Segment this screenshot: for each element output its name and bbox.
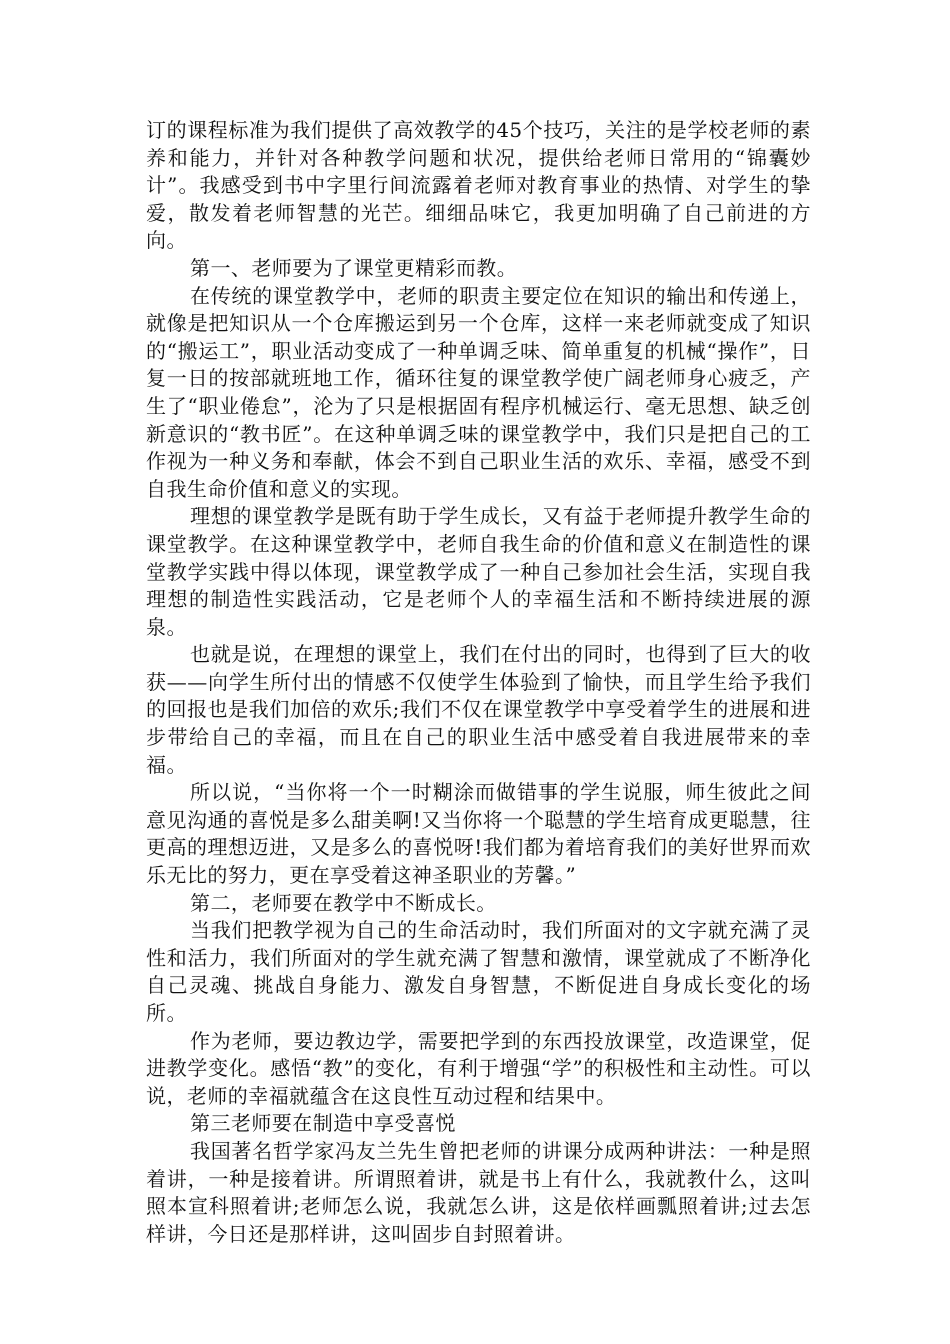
paragraph: 在传统的课堂教学中，老师的职责主要定位在知识的输出和传递上，就像是把知识从一个仓库搬运到另一个仓库，这样一来老师就变成了知识的“搬运工”，职业活动变成了一种单调乏味、简单重复的机械“操作”，日复一日的按部就班地工作，循环往复的课堂教学使广阔老师身心疲乏，产生了“职业倦怠”，沦为了只是根据固有程序机械运行、毫无思想、缺乏创新意识的“教书匠”。在这种单调乏味的课堂教学中，我们只是把自己的工作视为一种义务和奉献，体会不到自己职业生活的欢乐、幸福，感受不到自我生命价值和意义的实现。 — [146, 283, 811, 501]
document-body — [146, 117, 811, 1248]
paragraph: 作为老师，要边教边学，需要把学到的东西投放课堂，改造课堂，促进教学变化。感悟“教”的变化，有利于增强“学”的积极性和主动性。可以说，老师的幸福就蕴含在这良性互动过程和结果中。 — [146, 1028, 811, 1108]
paragraph: 订的课程标准为我们提供了高效教学的45个技巧，关注的是学校老师的素养和能力，并针对各种教学问题和状况，提供给老师日常用的“锦囊妙计”。我感受到书中字里行间流露着老师对教育事业的热情、对学生的挚爱，散发着老师智慧的光芒。细细品味它，我更加明确了自己前进的方向。 — [146, 118, 811, 253]
paragraph: 我国著名哲学家冯友兰先生曾把老师的讲课分成两种讲法：一种是照着讲，一种是接着讲。所谓照着讲，就是书上有什么，我就教什么，这叫照本宣科照着讲;老师怎么说，我就怎么讲，这是依样画瓢照着讲;过去怎样讲，今日还是那样讲，这叫固步自封照着讲。 — [146, 1138, 811, 1246]
section-heading-first: 第一、老师要为了课堂更精彩而教。 — [190, 255, 518, 280]
paragraph: 所以说，“当你将一个一时糊涂而做错事的学生说服，师生彼此之间意见沟通的喜悦是多么甜美啊!又当你将一个聪慧的学生培育成更聪慧，往更高的理想迈进，又是多么的喜悦呀!我们都为着培育我们的美好世界而欢乐无比的努力，更在享受着这神圣职业的芳馨。” — [146, 780, 811, 888]
section-heading-third: 第三老师要在制造中享受喜悦 — [190, 1111, 456, 1136]
paragraph: 当我们把教学视为自己的生命活动时，我们所面对的文字就充满了灵性和活力，我们所面对的学生就充满了智慧和激情，课堂就成了不断净化自己灵魂、挑战自身能力、激发自身智慧，不断促进自身成长变化的场所。 — [146, 918, 811, 1025]
section-heading-second: 第二，老师要在教学中不断成长。 — [190, 890, 497, 915]
paragraph: 也就是说，在理想的课堂上，我们在付出的同时，也得到了巨大的收获——向学生所付出的情感不仅使学生体验到了愉快，而且学生给予我们的回报也是我们加倍的欢乐;我们不仅在课堂教学中享受着学生的进展和进步带给自己的幸福，而且在自己的职业生活中感受着自我进展带来的幸福。 — [146, 642, 811, 777]
paragraph: 理想的课堂教学是既有助于学生成长，又有益于老师提升教学生命的课堂教学。在这种课堂教学中，老师自我生命的价值和意义在制造性的课堂教学实践中得以体现，课堂教学成了一种自己参加社会生活，实现自我理想的制造性实践活动，它是老师个人的幸福生活和不断持续进展的源泉。 — [146, 504, 811, 639]
